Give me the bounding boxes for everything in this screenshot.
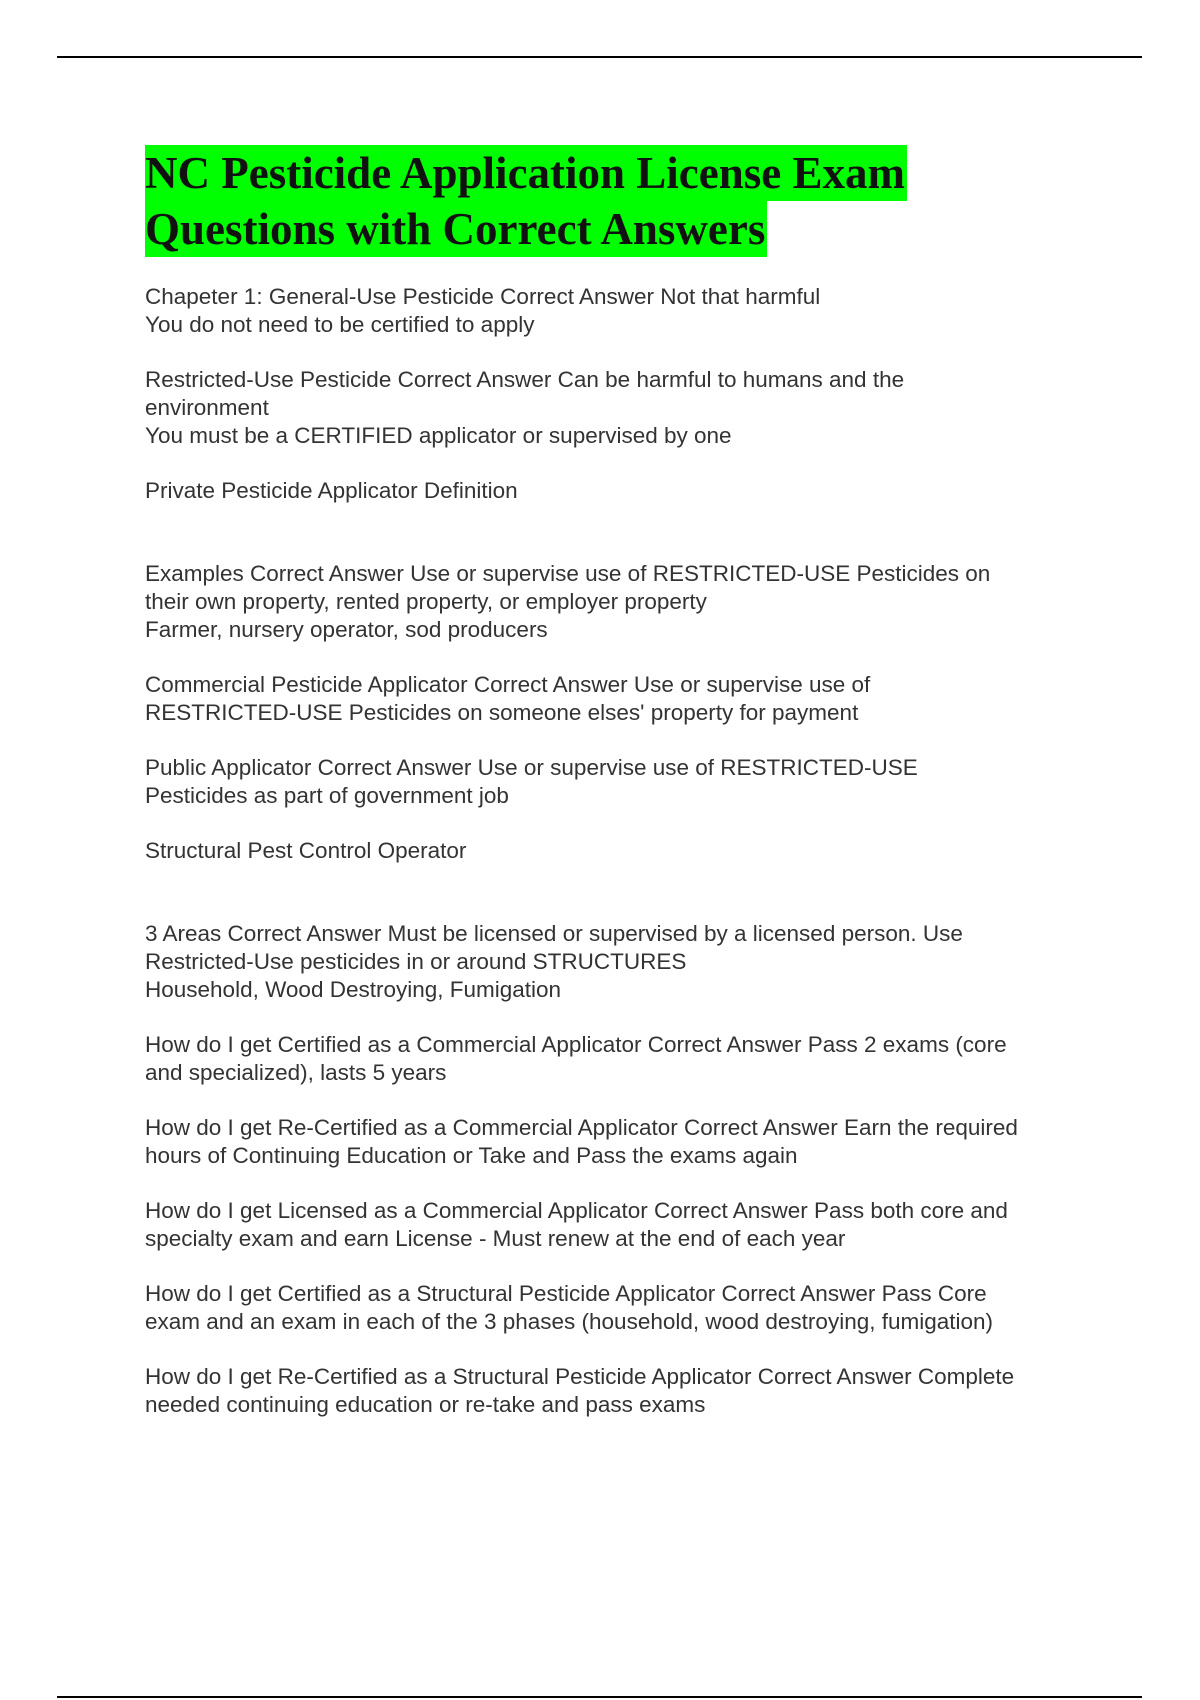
qa-entry <box>145 1363 1105 1419</box>
qa-list <box>145 283 1105 1419</box>
qa-entry-line: their own property, rented property, or employer property <box>145 589 707 614</box>
bottom-rule <box>57 1696 1142 1698</box>
qa-entry <box>145 1280 1105 1336</box>
qa-entry <box>145 671 1105 727</box>
qa-entry-line: Examples Correct Answer Use or supervise use of RESTRICTED-USE Pesticides on <box>145 561 991 586</box>
qa-entry <box>145 754 1105 810</box>
qa-entry-line: How do I get Certified as a Commercial Applicator Correct Answer Pass 2 exams (core <box>145 1032 1007 1057</box>
qa-entry-line: How do I get Re-Certified as a Commercial Applicator Correct Answer Earn the required <box>145 1115 1018 1140</box>
qa-entry-line: Pesticides as part of government job <box>145 783 509 808</box>
document-body <box>145 145 1105 1446</box>
qa-entry-line: How do I get Re-Certified as a Structural Pesticide Applicator Correct Answer Complete <box>145 1364 1015 1389</box>
qa-entry <box>145 920 1105 1004</box>
qa-entry <box>145 366 1105 450</box>
qa-entry-line: Farmer, nursery operator, sod producers <box>145 617 548 642</box>
qa-entry-line: exam and an exam in each of the 3 phases (household, wood destroying, fumigation) <box>145 1309 994 1334</box>
qa-entry-line: Public Applicator Correct Answer Use or supervise use of RESTRICTED-USE <box>145 755 918 780</box>
qa-entry-line: 3 Areas Correct Answer Must be licensed or supervised by a licensed person. Use <box>145 921 963 946</box>
qa-entry <box>145 1197 1105 1253</box>
qa-entry-line: Restricted-Use pesticides in or around STRUCTURES <box>145 949 687 974</box>
qa-entry <box>145 1031 1105 1087</box>
qa-entry-line: How do I get Licensed as a Commercial Applicator Correct Answer Pass both core and <box>145 1198 1008 1223</box>
qa-entry-line: and specialized), lasts 5 years <box>145 1060 447 1085</box>
title-line-2: Questions with Correct Answers <box>145 201 767 257</box>
qa-entry-line: Chapeter 1: General-Use Pesticide Correct Answer Not that harmful <box>145 284 821 309</box>
qa-entry-line: Restricted-Use Pesticide Correct Answer Can be harmful to humans and the <box>145 367 905 392</box>
qa-entry-line: needed continuing education or re-take and pass exams <box>145 1392 706 1417</box>
document-title <box>145 145 1105 257</box>
qa-entry-line: You must be a CERTIFIED applicator or supervised by one <box>145 423 732 448</box>
title-line-1: NC Pesticide Application License Exam <box>145 145 907 201</box>
qa-entry-line: Household, Wood Destroying, Fumigation <box>145 977 562 1002</box>
qa-entry-line: Structural Pest Control Operator <box>145 838 467 863</box>
qa-entry-line: specialty exam and earn License - Must renew at the end of each year <box>145 1226 846 1251</box>
qa-entry-line: How do I get Certified as a Structural Pesticide Applicator Correct Answer Pass Core <box>145 1281 987 1306</box>
qa-entry-line: Private Pesticide Applicator Definition <box>145 478 518 503</box>
qa-entry <box>145 477 1105 505</box>
qa-entry-line: hours of Continuing Education or Take and Pass the exams again <box>145 1143 798 1168</box>
qa-entry-line: environment <box>145 395 269 420</box>
qa-entry <box>145 283 1105 339</box>
qa-entry <box>145 1114 1105 1170</box>
qa-entry-line: You do not need to be certified to apply <box>145 312 535 337</box>
qa-entry <box>145 560 1105 644</box>
top-rule <box>57 56 1142 58</box>
qa-entry-line: Commercial Pesticide Applicator Correct Answer Use or supervise use of <box>145 672 871 697</box>
qa-entry <box>145 837 1105 865</box>
qa-entry-line: RESTRICTED-USE Pesticides on someone elses' property for payment <box>145 700 859 725</box>
